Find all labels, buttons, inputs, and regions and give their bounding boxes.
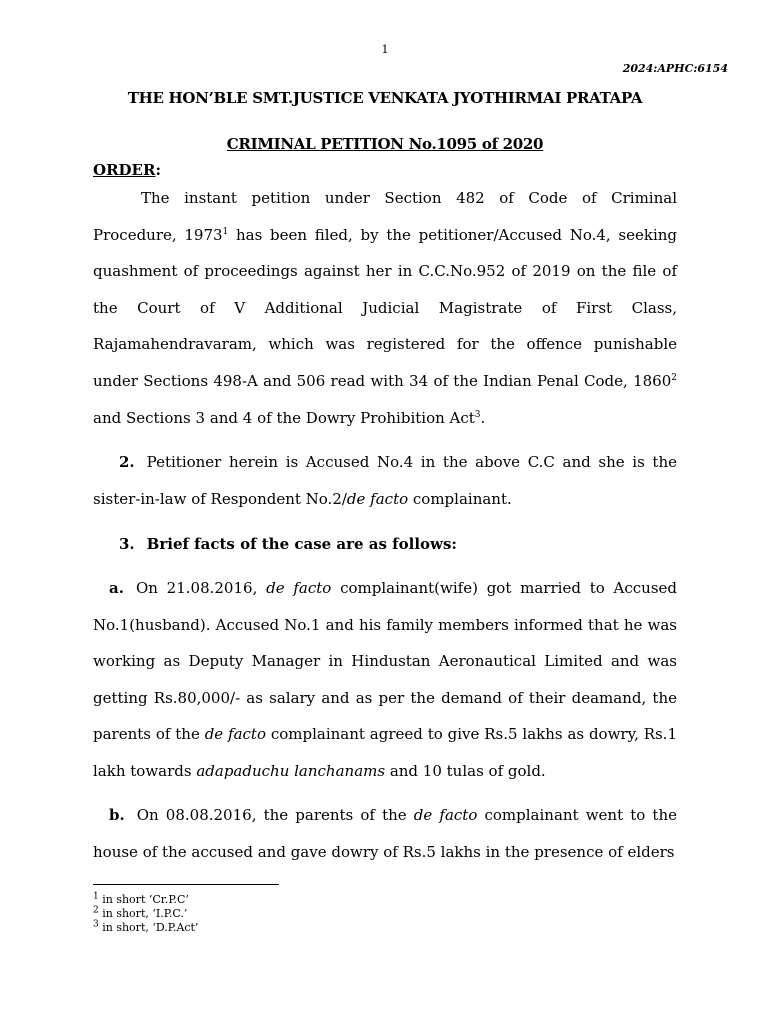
para-a-text-1: On 21.08.2016, xyxy=(135,579,267,597)
para-b-text-2: complainant went to the house of the accused and gave dowry of Rs.5 lakhs in the presence of elders xyxy=(93,806,677,861)
para-a-italic-1: de facto xyxy=(266,579,332,597)
para-a-text-3: complainant agreed to give Rs.5 lakhs as dowry, Rs.1 lakh towards xyxy=(93,725,677,780)
para2-text-1: Petitioner herein is Accused No.4 in the above C.C and she is the sister-in-law of Respondent No.2/ xyxy=(93,453,677,508)
para1-text-3: and Sections 3 and 4 of the Dowry Prohibition Act xyxy=(93,408,475,427)
footnote-3-number: 3 xyxy=(93,919,99,930)
para2-italic: de facto xyxy=(346,489,409,508)
judge-heading: THE HON’BLE SMT.JUSTICE VENKATA JYOTHIRMAI PRATAPA xyxy=(127,89,643,107)
para-a-italic-2: de facto xyxy=(204,725,266,744)
footnote-1-text: in short ‘Cr.P.C’ xyxy=(98,893,189,906)
para3-text: Brief facts of the case are as follows: xyxy=(146,535,457,553)
footnotes xyxy=(93,893,198,935)
footnote-3-text: in short, ‘D.P.Act’ xyxy=(98,921,199,934)
para3-number: 3. xyxy=(119,535,135,553)
footnote-1-number: 1 xyxy=(93,891,99,902)
para-b-italic-1: de facto xyxy=(413,806,478,824)
footnote-2 xyxy=(93,907,198,921)
footnote-ref-1: 1 xyxy=(222,226,229,237)
footnote-3 xyxy=(93,921,198,935)
paragraph-2 xyxy=(93,444,677,517)
para-a-text-2: complainant(wife) got married to Accused No.1(husband). Accused No.1 and his family members informed that he was working as Deputy Manager in Hindustan Aeronautical Limited and was getting Rs.80,000/- as salary and as per the demand of their deamand, the parents of the xyxy=(93,579,677,744)
para-b-text-1: On 08.08.2016, the parents of the xyxy=(136,806,414,824)
paragraph-1 xyxy=(93,180,677,436)
order-label xyxy=(93,161,161,179)
para1-text-1: The instant petition under Section 482 of Code of Criminal Procedure, 1973 xyxy=(93,189,677,244)
page-number: 1 xyxy=(381,43,389,56)
sub-paragraph-a xyxy=(93,570,677,790)
footnote-ref-2: 2 xyxy=(671,372,677,383)
footnote-2-number: 2 xyxy=(93,905,99,916)
para-a-label: a. xyxy=(109,579,124,597)
para-a-text-4: and 10 tulas of gold. xyxy=(385,761,546,780)
neutral-citation: 2024:APHC:6154 xyxy=(622,62,728,75)
para1-text-2: has been filed, by the petitioner/Accused No.4, seeking quashment of proceedings against her in C.C.No.952 of 2019 on the file of the Court of V Additional Judicial Magistrate of First Class, Rajamahendravaram, which was registered for the offence punishable under Sections 498-A and 506 read with 34 of the Indian Penal Code, 1860 xyxy=(93,225,677,390)
para-a-italic-3: adapaduchu lanchanams xyxy=(196,761,386,780)
footnote-ref-3: 3 xyxy=(474,409,481,420)
para2-text-2: complainant. xyxy=(408,489,512,508)
paragraph-3-heading xyxy=(119,526,679,563)
para2-number: 2. xyxy=(119,453,135,471)
case-heading: CRIMINAL PETITION No.1095 of 2020 xyxy=(226,135,544,153)
footnote-2-text: in short, ‘I.P.C.’ xyxy=(98,907,188,920)
order-label-colon: : xyxy=(155,161,161,179)
footnote-1 xyxy=(93,893,198,907)
sub-paragraph-b xyxy=(93,797,677,870)
para-b-label: b. xyxy=(109,806,125,824)
footnote-rule xyxy=(93,884,279,885)
para1-text-4: . xyxy=(480,408,486,427)
order-label-text: ORDER xyxy=(93,161,156,179)
